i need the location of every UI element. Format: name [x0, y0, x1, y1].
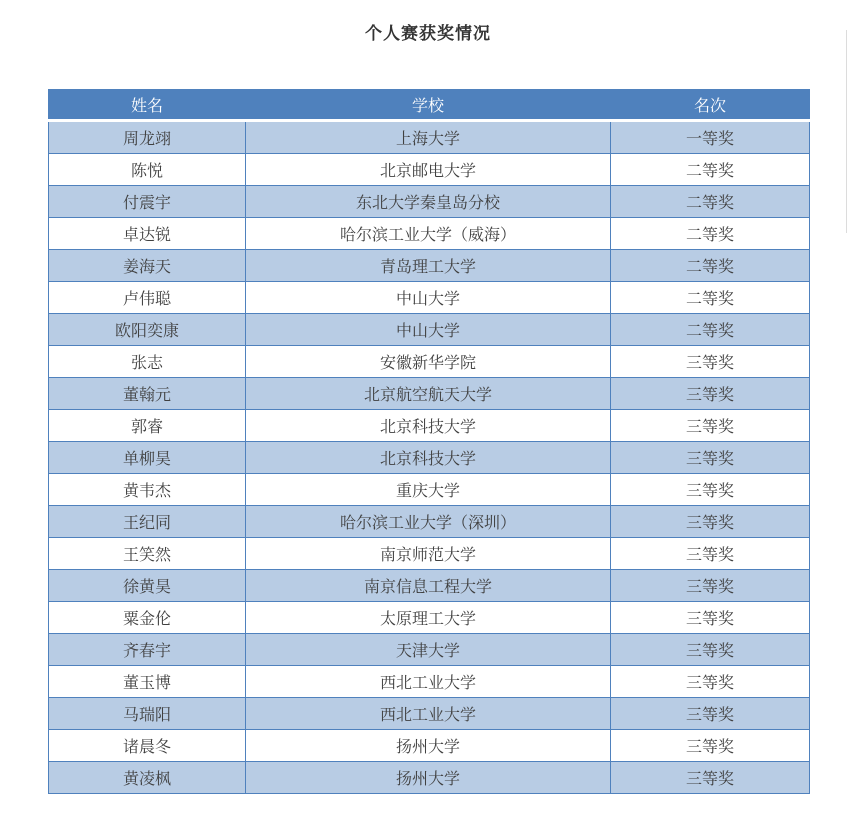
school-cell: 北京科技大学	[246, 410, 611, 442]
school-cell: 中山大学	[246, 314, 611, 346]
school-cell: 扬州大学	[246, 762, 611, 794]
table-row	[49, 121, 810, 154]
name-cell: 张志	[49, 346, 246, 378]
rank-cell: 三等奖	[611, 698, 810, 730]
header-name: 姓名	[49, 89, 246, 121]
rank-cell: 二等奖	[611, 154, 810, 186]
name-cell: 董玉博	[49, 666, 246, 698]
table-row	[49, 698, 810, 730]
table-row	[49, 506, 810, 538]
table-row	[49, 730, 810, 762]
table-row	[49, 474, 810, 506]
school-cell: 南京信息工程大学	[246, 570, 611, 602]
table-row	[49, 634, 810, 666]
table-header	[49, 89, 810, 121]
school-cell: 扬州大学	[246, 730, 611, 762]
school-cell: 太原理工大学	[246, 602, 611, 634]
table-row	[49, 666, 810, 698]
rank-cell: 三等奖	[611, 602, 810, 634]
rank-cell: 二等奖	[611, 282, 810, 314]
rank-cell: 三等奖	[611, 506, 810, 538]
table-row	[49, 154, 810, 186]
side-divider	[846, 30, 847, 233]
rank-cell: 三等奖	[611, 570, 810, 602]
page-title: 个人赛获奖情况	[365, 24, 491, 44]
school-cell: 重庆大学	[246, 474, 611, 506]
rank-cell: 二等奖	[611, 218, 810, 250]
name-cell: 黄凌枫	[49, 762, 246, 794]
rank-cell: 一等奖	[611, 121, 810, 154]
school-cell: 哈尔滨工业大学（威海）	[246, 218, 611, 250]
name-cell: 单柳昊	[49, 442, 246, 474]
table-row	[49, 314, 810, 346]
school-cell: 北京航空航天大学	[246, 378, 611, 410]
name-cell: 粟金伦	[49, 602, 246, 634]
school-cell: 南京师范大学	[246, 538, 611, 570]
name-cell: 周龙翊	[49, 121, 246, 154]
rank-cell: 二等奖	[611, 314, 810, 346]
name-cell: 王纪同	[49, 506, 246, 538]
school-cell: 北京邮电大学	[246, 154, 611, 186]
table-row	[49, 410, 810, 442]
name-cell: 黄韦杰	[49, 474, 246, 506]
name-cell: 陈悦	[49, 154, 246, 186]
name-cell: 付震宇	[49, 186, 246, 218]
name-cell: 姜海天	[49, 250, 246, 282]
rank-cell: 三等奖	[611, 762, 810, 794]
school-cell: 安徽新华学院	[246, 346, 611, 378]
table-row	[49, 762, 810, 794]
rank-cell: 三等奖	[611, 474, 810, 506]
name-cell: 齐春宇	[49, 634, 246, 666]
school-cell: 哈尔滨工业大学（深圳）	[246, 506, 611, 538]
table-row	[49, 346, 810, 378]
school-cell: 青岛理工大学	[246, 250, 611, 282]
header-school: 学校	[246, 89, 611, 121]
rank-cell: 三等奖	[611, 346, 810, 378]
rank-cell: 三等奖	[611, 730, 810, 762]
rank-cell: 三等奖	[611, 538, 810, 570]
name-cell: 马瑞阳	[49, 698, 246, 730]
table-row	[49, 250, 810, 282]
school-cell: 上海大学	[246, 121, 611, 154]
name-cell: 卓达锐	[49, 218, 246, 250]
awards-table	[48, 89, 810, 794]
table-row	[49, 570, 810, 602]
table-row	[49, 602, 810, 634]
rank-cell: 三等奖	[611, 410, 810, 442]
school-cell: 天津大学	[246, 634, 611, 666]
name-cell: 徐黄昊	[49, 570, 246, 602]
name-cell: 董翰元	[49, 378, 246, 410]
school-cell: 西北工业大学	[246, 666, 611, 698]
rank-cell: 三等奖	[611, 666, 810, 698]
header-rank: 名次	[611, 89, 810, 121]
table-row	[49, 378, 810, 410]
school-cell: 东北大学秦皇岛分校	[246, 186, 611, 218]
table-row	[49, 538, 810, 570]
school-cell: 西北工业大学	[246, 698, 611, 730]
table-row	[49, 442, 810, 474]
table-row	[49, 282, 810, 314]
table-row	[49, 218, 810, 250]
name-cell: 郭睿	[49, 410, 246, 442]
header-row	[49, 89, 810, 121]
school-cell: 中山大学	[246, 282, 611, 314]
rank-cell: 三等奖	[611, 378, 810, 410]
rank-cell: 三等奖	[611, 634, 810, 666]
rank-cell: 三等奖	[611, 442, 810, 474]
name-cell: 卢伟聪	[49, 282, 246, 314]
rank-cell: 二等奖	[611, 186, 810, 218]
table-row	[49, 186, 810, 218]
name-cell: 王笑然	[49, 538, 246, 570]
table-body	[49, 121, 810, 794]
rank-cell: 二等奖	[611, 250, 810, 282]
school-cell: 北京科技大学	[246, 442, 611, 474]
name-cell: 诸晨冬	[49, 730, 246, 762]
name-cell: 欧阳奕康	[49, 314, 246, 346]
